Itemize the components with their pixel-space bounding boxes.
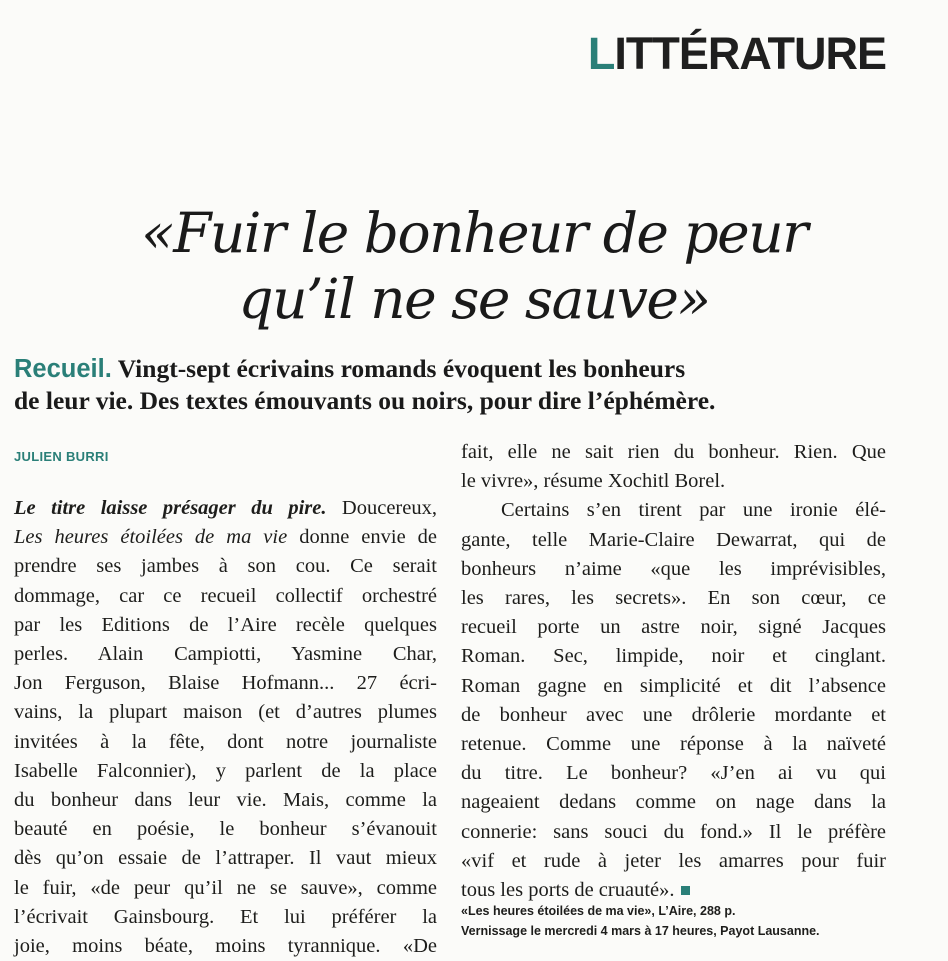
body-text: tous les ports de cruauté». xyxy=(461,879,675,902)
body-line: fait, elle ne sait rien du bonheur. Rien. Que xyxy=(461,441,886,463)
body-line: recueil porte un astre noir, signé Jacques xyxy=(461,616,886,639)
lead-line-1 xyxy=(14,353,944,385)
headline-line-2: qu’il ne se sauve» xyxy=(238,267,710,331)
body-line: connerie: sans souci du fond.» Il le préfère xyxy=(461,820,886,843)
headline-line-1: «Fuir le bonheur de peur xyxy=(141,201,807,265)
source-note-line-1: «Les heures étoilées de ma vie», L’Aire, 288 p. xyxy=(461,904,736,918)
body-line: le fuir, «de peur qu’il ne se sauve», comme xyxy=(14,876,437,899)
body-line: du titre. Le bonheur? «J’en ai vu qui xyxy=(461,762,886,785)
body-line: nageaient dedans comme on nage dans la xyxy=(461,791,886,814)
body-column-left xyxy=(14,494,437,961)
body-line: prendre ses jambes à son cou. Ce serait xyxy=(14,555,437,578)
body-line: le vivre», résume Xochitl Borel. xyxy=(461,470,726,493)
body-line: par les Editions de l’Aire recèle quelques xyxy=(14,613,437,636)
body-lead-in: Le titre laisse présager du pire. xyxy=(14,497,327,519)
body-column-right xyxy=(461,438,886,905)
body-line: dommage, car ce recueil collectif orchestré xyxy=(14,584,437,607)
body-line: de bonheur avec une drôlerie mordante et xyxy=(461,703,886,726)
lead-kicker: Recueil. xyxy=(14,355,112,383)
body-line: Jon Ferguson, Blaise Hofmann... 27 écri- xyxy=(14,672,437,695)
body-line: Roman. Sec, limpide, noir et cinglant. xyxy=(461,645,886,668)
body-line: bonheurs n’aime «que les imprévisibles, xyxy=(461,557,886,580)
section-title: ITTÉRATURE xyxy=(614,28,886,79)
body-line: Roman gagne en simplicité et dit l’absence xyxy=(461,674,886,697)
lead-line-2: de leur vie. Des textes émouvants ou noirs, pour dire l’éphémère. xyxy=(14,386,716,415)
body-line: l’écrivait Gainsbourg. Et lui préférer la xyxy=(14,905,437,928)
end-mark-icon xyxy=(681,886,690,895)
section-rubric xyxy=(588,28,886,80)
author-byline: JULIEN BURRI xyxy=(14,449,109,464)
headline xyxy=(0,200,948,332)
lead-line-1-text: Vingt-sept écrivains romands évoquent les bonheurs xyxy=(111,354,686,383)
lead-paragraph xyxy=(14,353,944,416)
body-line: les rares, les secrets». En son cœur, ce xyxy=(461,587,886,610)
body-line: retenue. Comme une réponse à la naïveté xyxy=(461,733,886,756)
body-line: du bonheur dans leur vie. Mais, comme la xyxy=(14,789,437,812)
body-line: joie, moins béate, moins tyrannique. «De xyxy=(14,935,437,958)
source-note-line-2: Vernissage le mercredi 4 mars à 17 heures, Payot Lausanne. xyxy=(461,924,820,938)
body-line: beauté en poésie, le bonheur s’évanouit xyxy=(14,818,437,841)
body-line: Certains s’en tirent par une ironie élé- xyxy=(501,499,886,522)
body-line xyxy=(14,494,437,523)
body-line xyxy=(14,523,437,552)
body-line: gante, telle Marie-Claire Dewarrat, qui de xyxy=(461,528,886,551)
body-text: donne envie de xyxy=(287,526,437,549)
section-initial: L xyxy=(587,28,615,79)
body-line: Isabelle Falconnier), y parlent de la place xyxy=(14,759,437,782)
body-line: dès qu’on essaie de l’attraper. Il vaut mieux xyxy=(14,847,437,870)
body-line: vains, la plupart maison (et d’autres plumes xyxy=(14,701,437,724)
source-note xyxy=(461,901,820,941)
body-text: Doucereux, xyxy=(326,497,437,519)
body-line: invitées à la fête, dont notre journaliste xyxy=(14,730,437,753)
book-title: Les heures étoilées de ma vie xyxy=(14,526,288,549)
body-line: «vif et rude à jeter les amarres pour fuir xyxy=(461,849,886,872)
body-line: perles. Alain Campiotti, Yasmine Char, xyxy=(14,643,437,666)
